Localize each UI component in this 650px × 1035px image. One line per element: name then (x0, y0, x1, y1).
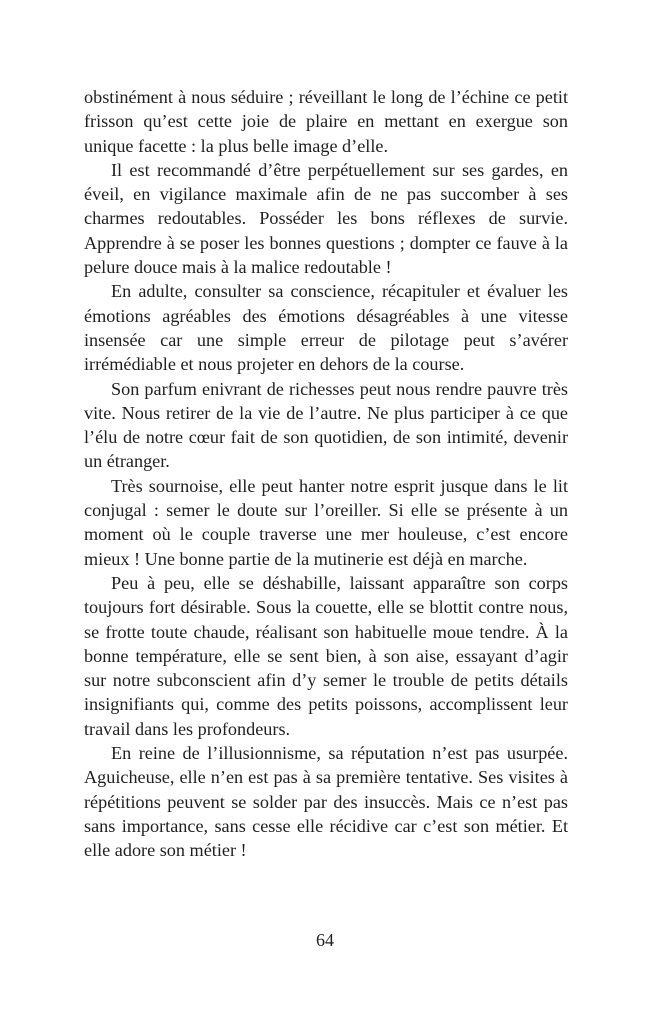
paragraph: Très sournoise, elle peut hanter notre esprit jusque dans le lit conjugal : semer le doute sur l’oreiller. Si elle se présente à un moment où le couple traverse une mer houleuse, c’est encore mieux ! Une bonne partie de la mutinerie est déjà en marche. (84, 475, 568, 569)
paragraph: En reine de l’illusionnisme, sa réputation n’est pas usurpée. Aguicheuse, elle n’en est pas à sa première tentative. Ses visites à répétitions peuvent se solder par des insuccès. Mais ce n’est pas sans importance, sans cesse elle récidive car c’est son métier. Et elle adore son métier ! (84, 743, 568, 861)
paragraph: Son parfum enivrant de richesses peut nous rendre pauvre très vite. Nous retirer de la vie de l’autre. Ne plus participer à ce que l’élu de notre cœur fait de son quotidien, de son intimité, devenir un étranger. (84, 378, 568, 472)
paragraph: Peu à peu, elle se déshabille, laissant apparaître son corps toujours fort désirable. Sous la couette, elle se blottit contre nous, se frotte toute chaude, réalisant son habituelle moue tendre. À la bonne température, elle se sent bien, à son aise, essayant d’agir sur notre subconscient afin d’y semer le trouble de petits détails insignifiants qui, comme des petits poissons, accomplissent leur travail dans les profondeurs. (84, 572, 568, 739)
page-number: 64 (316, 930, 334, 950)
paragraph: Il est recommandé d’être perpétuellement sur ses gardes, en éveil, en vigilance maximale afin de ne pas succomber à ses charmes redoutables. Posséder les bons réflexes de survie. Apprendre à se poser les bonnes questions ; dompter ce fauve à la pelure douce mais à la malice redoutable ! (84, 159, 568, 278)
paragraph: En adulte, consulter sa conscience, récapituler et évaluer les émotions agréables des émotions désagréables à une vitesse insensée car une simple erreur de pilotage peut s’avérer irrémédiable et nous projeter en dehors de la course. (84, 281, 568, 375)
paragraph: obstinément à nous séduire ; réveillant le long de l’échine ce petit frisson qu’est cette joie de plaire en mettant en exergue son unique facette : la plus belle image d’elle. (84, 87, 568, 156)
page-body (84, 85, 568, 863)
